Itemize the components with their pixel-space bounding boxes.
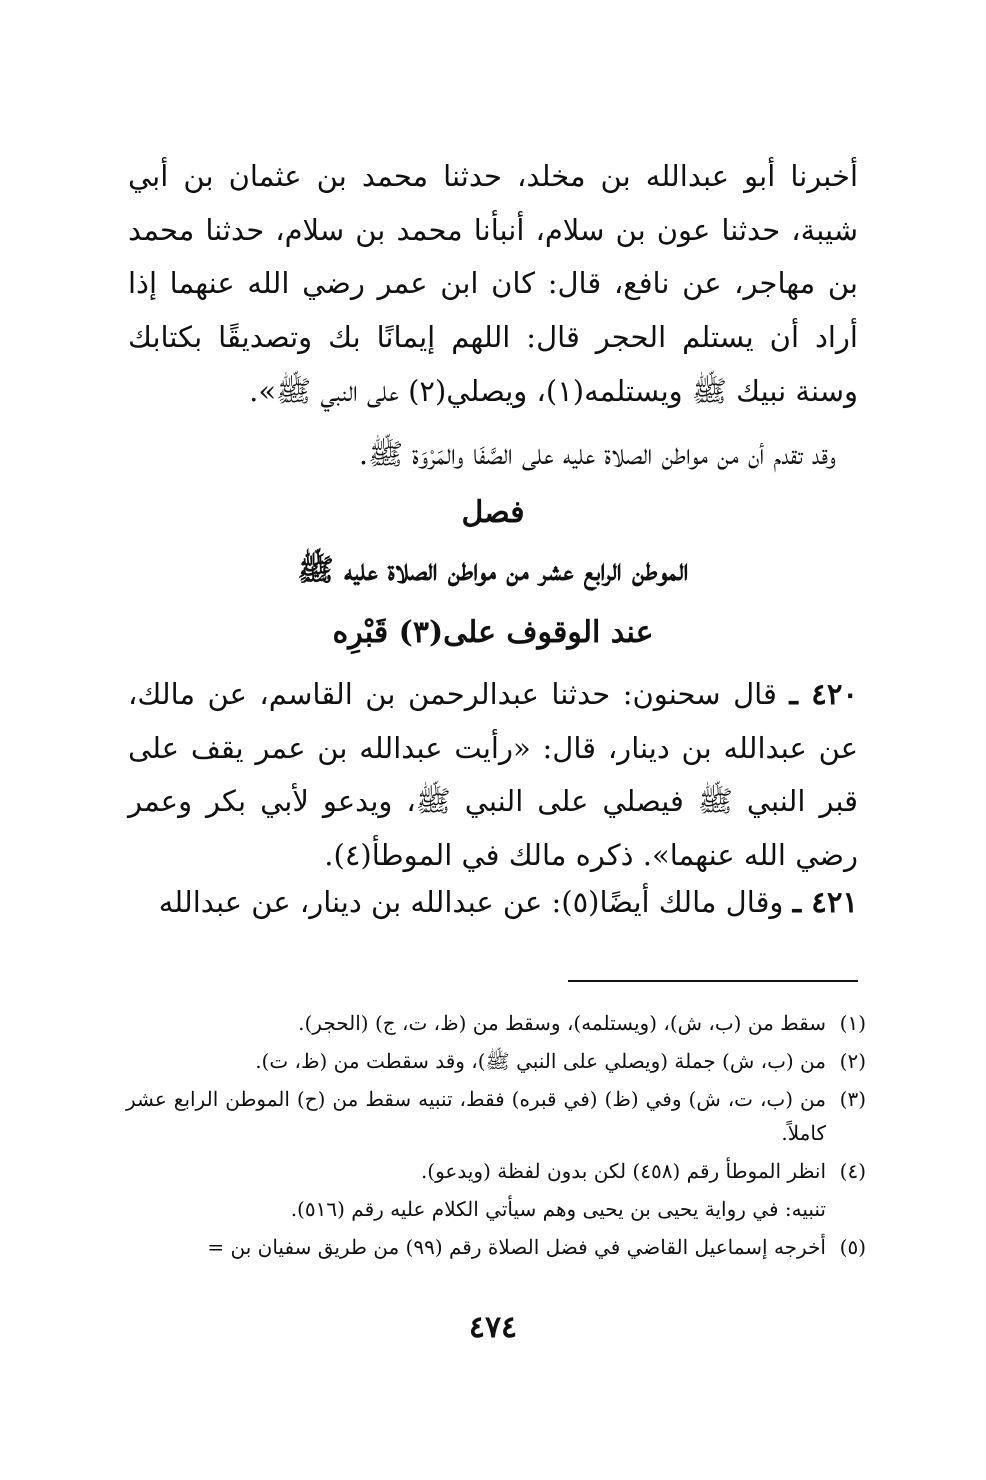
footnote-number: (٥) (839, 1235, 866, 1259)
hadith-text: وقال مالك أيضًا(٥): عن عبدالله بن دينار، عن عبدالله (158, 885, 784, 919)
footnote-text: سقط من (ب، ش)، (ويستلمه)، وسقط من (ظ، ت، ج) (الحجر). (298, 1011, 826, 1035)
footnote-text: من (ب، ت، ش) وفي (ظ) (في قبره) فقط، تنبيه سقط من (ح) الموطن الرابع عشر كاملاً. (126, 1087, 826, 1145)
section-title-line-2: عند الوقوف على(٣) قَبْرِه (332, 615, 654, 650)
footnote-3 (126, 1082, 866, 1150)
footnote-text: من (ب، ش) جملة (ويصلي على النبي ﷺ)، وقد سقطت من (ظ، ت). (255, 1049, 826, 1073)
paragraph-1: أخبرنا أبو عبدالله بن مخلد، حدثنا محمد بن عثمان بن أبي شيبة، حدثنا عون بن سلام، أنبأنا محمد بن سلام، حدثنا محمد بن مهاجر، عن نافع، قال: كان ابن عمر رضي الله عنهما إذا أراد أن يستلم الحجر قال: اللهم إيمانًا بك وتصديقًا بكتابك وسنة نبيك ﷺ ويستلمه(١)، ويصلي(٢) على النبي ﷺ». (128, 159, 858, 408)
footnote-number: (٤) (839, 1159, 866, 1183)
footnote-number: (٢) (839, 1049, 866, 1073)
page-number: ٤٧٤ (468, 1310, 518, 1345)
footnote-4 (126, 1154, 866, 1188)
footnote-divider (568, 980, 858, 982)
footnote-text: أخرجه إسماعيل القاضي في فضل الصلاة رقم (٩٩) من طريق سفيان بن = (207, 1235, 826, 1259)
footnote-number: (١) (839, 1011, 866, 1035)
footnote-2 (126, 1044, 866, 1078)
hadith-number: ٤٢٠ ـ (789, 677, 859, 711)
section-title-line-1: الموطن الرابع عشر من مواطن الصلاة عليه ﷺ (297, 553, 689, 588)
paragraph-2: وقد تقدم أن من مواطن الصلاة عليه على الصَّفَا والمَرْوَة ﷺ. (358, 437, 836, 471)
footnote-number: (٣) (839, 1087, 866, 1111)
hadith-420 (128, 668, 858, 883)
hadith-421 (128, 876, 858, 930)
footnote-1 (126, 1006, 866, 1040)
footnotes (126, 1006, 866, 1268)
hadith-text: قال سحنون: حدثنا عبدالرحمن بن القاسم، عن مالك، عن عبدالله بن دينار، قال: «رأيت عبدالله بن عمر يقف على قبر النبي ﷺ فيصلي على النبي ﷺ، ويدعو لأبي بكر وعمر رضي الله عنهما». ذكره مالك في الموطأ(٤). (128, 677, 858, 872)
footnote-text: انظر الموطأ رقم (٤٥٨) لكن بدون لفظة (ويدعو). (420, 1159, 826, 1183)
footnote-note: تنبيه: في رواية يحيى بن يحيى وهم سيأتي الكلام عليه رقم (٥١٦). (290, 1197, 826, 1221)
hadith-number: ٤٢١ ـ (792, 885, 858, 919)
section-heading-fasl: فصل (461, 495, 525, 530)
footnote-5 (126, 1230, 866, 1264)
